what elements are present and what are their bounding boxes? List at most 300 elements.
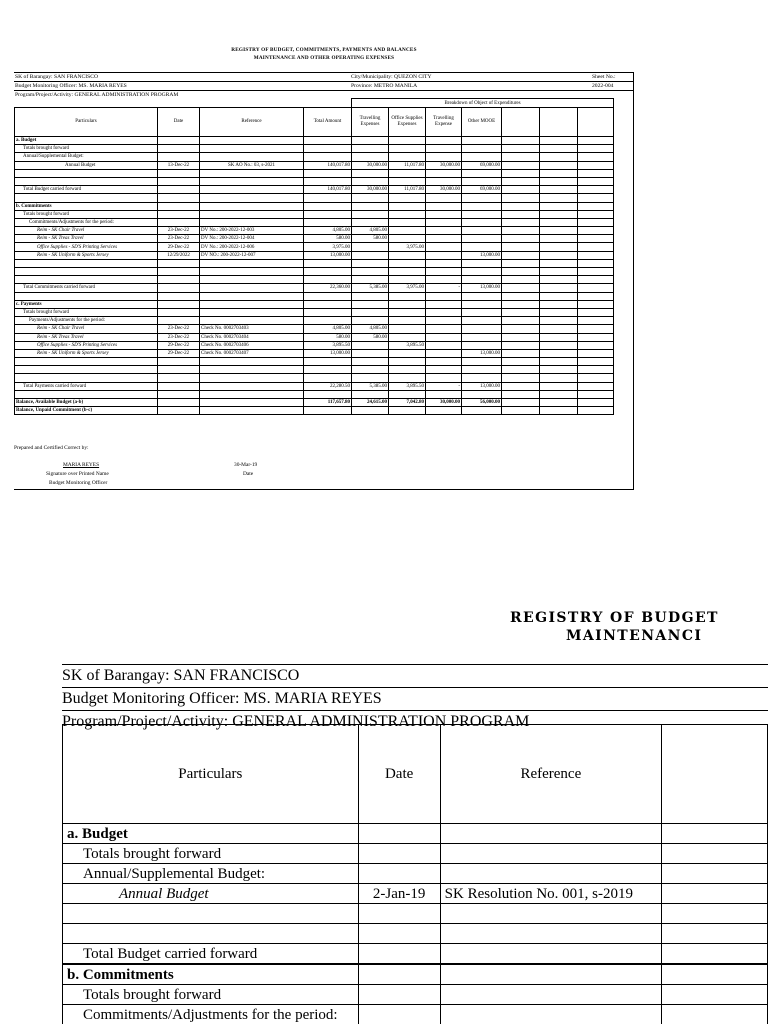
zoom-brought-forward: Totals brought forward	[63, 844, 359, 864]
empty-cell	[540, 292, 578, 300]
other-mooe-cell: 56,000.00	[462, 399, 502, 407]
empty-cell	[540, 259, 578, 267]
reference-cell: DV No.: 200-2022-12-003	[200, 227, 304, 235]
ledger-row	[15, 374, 614, 382]
empty-cell	[389, 374, 426, 382]
ledger-cell	[352, 349, 389, 357]
sk-barangay: SK of Barangay: SAN FRANCISCO	[15, 73, 98, 80]
empty-cell	[540, 202, 578, 210]
ledger-cell: 13,000.00	[462, 349, 502, 357]
empty-cell	[578, 194, 614, 202]
empty-cell	[502, 194, 540, 202]
empty-cell	[158, 407, 200, 415]
col-total-amount: Total Amount	[304, 108, 352, 137]
empty-cell	[15, 390, 158, 398]
empty-cell	[389, 407, 426, 415]
empty-cell	[578, 227, 614, 235]
empty-cell	[462, 407, 502, 415]
travelling-cell: 5,385.00	[352, 382, 389, 390]
reference-cell: Check No. 0002703407	[200, 349, 304, 357]
empty-cell	[304, 145, 352, 153]
ledger-row	[15, 235, 614, 243]
empty-cell	[462, 374, 502, 382]
empty-cell	[540, 177, 578, 185]
empty-cell	[540, 325, 578, 333]
empty-cell	[200, 177, 304, 185]
col-travelling-expense: Travelling Expense	[426, 108, 462, 137]
empty-cell	[578, 333, 614, 341]
empty-cell	[352, 300, 389, 308]
ledger-cell	[462, 325, 502, 333]
empty-cell	[304, 177, 352, 185]
annual-budget-label: Annual Budget	[15, 161, 158, 169]
travelling-cell: 30,000.00	[426, 161, 462, 169]
empty-cell	[462, 218, 502, 226]
total-amount-cell: 117,657.80	[304, 399, 352, 407]
empty-cell	[200, 390, 304, 398]
empty-cell	[578, 349, 614, 357]
travelling-cell: 30,000.00	[352, 161, 389, 169]
ledger-row	[15, 349, 614, 357]
zoom-budget-officer: Budget Monitoring Officer: MS. MARIA REYES	[62, 687, 768, 710]
office-supplies-cell: 11,017.80	[389, 161, 426, 169]
empty-cell	[502, 169, 540, 177]
ledger-cell	[426, 349, 462, 357]
ledger-cell: Totals brought forward	[15, 145, 158, 153]
total-amount-cell: 13,000.00	[304, 251, 352, 259]
empty-cell	[200, 153, 304, 161]
empty-cell	[540, 161, 578, 169]
empty-cell	[578, 251, 614, 259]
date-cell: 23-Dec-22	[158, 227, 200, 235]
empty-cell	[352, 259, 389, 267]
empty-cell	[502, 210, 540, 218]
empty-cell	[578, 218, 614, 226]
empty-cell	[578, 177, 614, 185]
empty-cell	[15, 374, 158, 382]
empty-cell	[389, 317, 426, 325]
empty-cell	[389, 390, 426, 398]
ledger-cell: 3,975.00	[389, 243, 426, 251]
office-supplies-cell: 7,042.80	[389, 399, 426, 407]
ledger-cell	[389, 251, 426, 259]
ledger-cell	[426, 243, 462, 251]
budget-officer: Budget Monitoring Officer: MS. MARIA REYES	[15, 82, 127, 89]
subtotal-row	[15, 284, 614, 292]
ledger-cell	[426, 333, 462, 341]
empty-cell	[389, 137, 426, 145]
date-cell: 23-Dec-22	[158, 235, 200, 243]
empty-cell	[352, 153, 389, 161]
empty-cell	[200, 399, 304, 407]
empty-cell	[426, 210, 462, 218]
ledger-cell: Annual/Supplemental Budget:	[15, 153, 158, 161]
empty-cell	[502, 202, 540, 210]
commitments-carried-label: Total Commitments carried forward	[15, 284, 158, 292]
particulars-cell: Office Supplies - SD'S Printing Services	[15, 243, 158, 251]
empty-cell	[540, 235, 578, 243]
empty-cell	[540, 317, 578, 325]
empty-cell	[502, 390, 540, 398]
empty-cell	[352, 145, 389, 153]
zoom-annual-budget: Annual Budget	[63, 884, 359, 904]
ledger-cell	[462, 227, 502, 235]
ledger-cell	[352, 243, 389, 251]
empty-cell	[426, 202, 462, 210]
empty-cell	[15, 276, 158, 284]
other-mooe-cell: 13,000.00	[462, 382, 502, 390]
budget-carried-label: Total Budget carried forward	[15, 186, 158, 194]
empty-cell	[540, 194, 578, 202]
payments-carried-label: Total Payments carried forward	[15, 382, 158, 390]
zoom-annual-supplemental: Annual/Supplemental Budget:	[63, 864, 359, 884]
empty-cell	[540, 300, 578, 308]
ledger-row	[15, 268, 614, 276]
col-reference: Reference	[200, 108, 304, 137]
empty-cell	[304, 169, 352, 177]
breakdown-header: Breakdown of Object of Expenditures	[352, 99, 614, 108]
empty-cell	[158, 194, 200, 202]
empty-cell	[304, 218, 352, 226]
empty-cell	[304, 153, 352, 161]
balance-unpaid-label: Balance, Unpaid Commitment (b-c)	[15, 407, 158, 415]
empty-cell	[158, 259, 200, 267]
reference-cell: SK AO No.: 03, s-2021	[200, 161, 304, 169]
zoom-col-particulars: Particulars	[63, 725, 359, 824]
empty-cell	[352, 366, 389, 374]
empty-cell	[200, 137, 304, 145]
reference-cell: Check No. 0002703406	[200, 341, 304, 349]
empty-cell	[200, 259, 304, 267]
empty-cell	[200, 169, 304, 177]
empty-cell	[502, 145, 540, 153]
empty-cell	[540, 145, 578, 153]
empty-cell	[352, 177, 389, 185]
empty-cell	[578, 358, 614, 366]
empty-cell	[15, 268, 158, 276]
ledger-cell	[426, 251, 462, 259]
zoom-col-reference: Reference	[440, 725, 661, 824]
balance-row	[15, 399, 614, 407]
empty-cell	[15, 358, 158, 366]
empty-cell	[462, 202, 502, 210]
empty-cell	[462, 194, 502, 202]
empty-cell	[426, 374, 462, 382]
empty-cell	[540, 358, 578, 366]
empty-cell	[426, 145, 462, 153]
empty-cell	[352, 407, 389, 415]
empty-cell	[200, 186, 304, 194]
empty-cell	[540, 276, 578, 284]
office-supplies-cell: 3,895.50	[389, 382, 426, 390]
zoom-header-info	[62, 664, 768, 733]
empty-cell	[462, 317, 502, 325]
date-cell: 29-Dec-22	[158, 349, 200, 357]
empty-cell	[578, 382, 614, 390]
empty-cell	[304, 300, 352, 308]
ledger-row	[15, 161, 614, 169]
empty-cell	[540, 169, 578, 177]
date-cell: 29-Dec-22	[158, 341, 200, 349]
empty-cell	[426, 194, 462, 202]
ledger-row	[15, 325, 614, 333]
empty-cell	[352, 317, 389, 325]
empty-cell	[200, 276, 304, 284]
empty-cell	[389, 145, 426, 153]
empty-cell	[578, 390, 614, 398]
empty-cell	[158, 137, 200, 145]
empty-cell	[304, 407, 352, 415]
ledger-row	[15, 358, 614, 366]
empty-cell	[426, 153, 462, 161]
empty-cell	[578, 341, 614, 349]
reference-cell: DV No.: 200-2022-12-006	[200, 243, 304, 251]
empty-cell	[426, 390, 462, 398]
empty-cell	[304, 194, 352, 202]
col-empty	[578, 108, 614, 137]
empty-cell	[158, 317, 200, 325]
empty-cell	[158, 268, 200, 276]
zoom-commitments-label: b. Commitments	[63, 964, 359, 985]
total-amount-cell: 13,000.00	[304, 349, 352, 357]
ledger-cell	[462, 243, 502, 251]
ledger-row	[15, 218, 614, 226]
empty-cell	[540, 407, 578, 415]
empty-cell	[15, 194, 158, 202]
ledger-row	[15, 390, 614, 398]
empty-cell	[158, 145, 200, 153]
ledger-cell: 13,000.00	[462, 251, 502, 259]
particulars-cell: Reim - SK Uniform & Sports Jersey	[15, 251, 158, 259]
ledger-cell	[426, 341, 462, 349]
empty-cell	[389, 308, 426, 316]
empty-cell	[540, 366, 578, 374]
sheet-no: 2022-004	[592, 82, 614, 89]
col-travelling-expenses: Travelling Expenses	[352, 108, 389, 137]
total-amount-cell: 4,805.00	[304, 325, 352, 333]
ledger-row	[15, 251, 614, 259]
sheet-header-info	[14, 72, 633, 99]
section-row	[15, 137, 614, 145]
program-activity: Program/Project/Activity: GENERAL ADMINISTRATION PROGRAM	[15, 91, 179, 98]
empty-cell	[540, 382, 578, 390]
col-date: Date	[158, 108, 200, 137]
ledger-row	[15, 341, 614, 349]
empty-cell	[200, 300, 304, 308]
total-amount-cell: 140,017.80	[304, 186, 352, 194]
empty-cell	[158, 374, 200, 382]
empty-cell	[200, 284, 304, 292]
ledger-cell	[389, 227, 426, 235]
empty-cell	[578, 202, 614, 210]
empty-cell	[200, 308, 304, 316]
empty-cell	[200, 218, 304, 226]
empty-cell	[389, 218, 426, 226]
reference-cell: DV NO.: 200-2022-12-007	[200, 251, 304, 259]
empty-cell	[158, 202, 200, 210]
empty-cell	[540, 210, 578, 218]
city-municipality: City/Municipality: QUEZON CITY	[351, 73, 432, 80]
empty-cell	[304, 202, 352, 210]
empty-cell	[578, 235, 614, 243]
empty-cell	[426, 268, 462, 276]
date-cell: 12/29/2022	[158, 251, 200, 259]
empty-cell	[502, 268, 540, 276]
ledger-body	[15, 137, 614, 415]
empty-cell	[426, 218, 462, 226]
ledger-cell	[462, 235, 502, 243]
empty-cell	[304, 390, 352, 398]
subtotal-row	[15, 382, 614, 390]
total-amount-cell: 580.00	[304, 235, 352, 243]
empty-cell	[158, 292, 200, 300]
empty-cell	[389, 358, 426, 366]
empty-cell	[462, 276, 502, 284]
empty-cell	[304, 292, 352, 300]
empty-cell	[158, 390, 200, 398]
empty-cell	[462, 358, 502, 366]
empty-cell	[158, 169, 200, 177]
reference-cell: DV No.: 200-2022-12-004	[200, 235, 304, 243]
ledger-cell	[389, 349, 426, 357]
empty-cell	[462, 308, 502, 316]
empty-cell	[462, 145, 502, 153]
empty-cell	[502, 243, 540, 251]
ledger-cell	[389, 325, 426, 333]
empty-cell	[352, 218, 389, 226]
travelling-cell: 30,000.00	[352, 186, 389, 194]
prepared-by-label: Prepared and Certified Correct by:	[14, 445, 89, 451]
empty-cell	[389, 177, 426, 185]
empty-cell	[502, 259, 540, 267]
ledger-cell: 3,895.50	[389, 341, 426, 349]
empty-cell	[352, 308, 389, 316]
empty-cell	[502, 177, 540, 185]
empty-cell	[578, 186, 614, 194]
empty-cell	[158, 399, 200, 407]
empty-cell	[502, 308, 540, 316]
empty-cell	[578, 259, 614, 267]
empty-cell	[426, 300, 462, 308]
col-office-supplies: Office Supplies Expenses	[389, 108, 426, 137]
particulars-cell: Reim - SK Treas Travel	[15, 235, 158, 243]
empty-cell	[462, 210, 502, 218]
empty-cell	[540, 251, 578, 259]
empty-cell	[158, 177, 200, 185]
empty-cell	[502, 399, 540, 407]
travelling-cell: -	[426, 284, 462, 292]
col-empty	[540, 108, 578, 137]
section-budget-label: a. Budget	[15, 137, 158, 145]
date-cell: 23-Dec-22	[158, 333, 200, 341]
empty-cell	[578, 153, 614, 161]
empty-cell	[158, 276, 200, 284]
travelling-cell: 5,385.00	[352, 284, 389, 292]
empty-cell	[502, 300, 540, 308]
province: Province: METRO MANILA	[351, 82, 418, 89]
empty-cell	[158, 186, 200, 194]
ledger-cell	[352, 251, 389, 259]
empty-cell	[304, 317, 352, 325]
empty-cell	[502, 251, 540, 259]
empty-cell	[578, 210, 614, 218]
empty-cell	[502, 284, 540, 292]
empty-cell	[502, 161, 540, 169]
empty-cell	[304, 358, 352, 366]
empty-cell	[158, 382, 200, 390]
particulars-cell: Reim - SK Chair Travel	[15, 227, 158, 235]
empty-cell	[540, 284, 578, 292]
zoom-ledger-table	[62, 724, 768, 1024]
empty-cell	[158, 153, 200, 161]
reference-cell: Check No. 0002703404	[200, 333, 304, 341]
empty-cell	[158, 358, 200, 366]
ledger-cell: Payments/Adjustments for the period:	[15, 317, 158, 325]
ledger-cell	[389, 333, 426, 341]
travelling-cell: 30,000.00	[426, 186, 462, 194]
sheet-title: REGISTRY OF BUDGET, COMMITMENTS, PAYMENTS AND BALANCES	[231, 47, 417, 53]
empty-cell	[502, 137, 540, 145]
empty-cell	[578, 292, 614, 300]
empty-cell	[389, 366, 426, 374]
reference-cell: Check No. 0002703403	[200, 325, 304, 333]
empty-cell	[389, 202, 426, 210]
empty-cell	[352, 194, 389, 202]
empty-cell	[578, 161, 614, 169]
empty-cell	[540, 399, 578, 407]
other-mooe-cell: 13,000.00	[462, 284, 502, 292]
empty-cell	[502, 374, 540, 382]
registry-sheet-page-2-zoomed	[0, 560, 768, 1024]
ledger-cell	[426, 235, 462, 243]
empty-cell	[426, 169, 462, 177]
empty-cell	[200, 317, 304, 325]
empty-cell	[426, 259, 462, 267]
empty-cell	[304, 210, 352, 218]
empty-cell	[304, 374, 352, 382]
empty-cell	[502, 358, 540, 366]
empty-cell	[540, 268, 578, 276]
zoom-commitments-brought: Totals brought forward	[63, 985, 359, 1005]
ledger-row	[15, 169, 614, 177]
empty-cell	[389, 194, 426, 202]
empty-cell	[502, 366, 540, 374]
total-amount-cell: 4,805.00	[304, 227, 352, 235]
date-cell: 29-Dec-22	[158, 243, 200, 251]
ledger-row	[15, 243, 614, 251]
section-payments-label: c. Payments	[15, 300, 158, 308]
empty-cell	[462, 169, 502, 177]
empty-cell	[578, 308, 614, 316]
empty-cell	[15, 366, 158, 374]
empty-cell	[389, 153, 426, 161]
balance-row	[15, 407, 614, 415]
empty-cell	[15, 177, 158, 185]
empty-cell	[158, 366, 200, 374]
empty-cell	[502, 292, 540, 300]
empty-cell	[200, 374, 304, 382]
empty-cell	[15, 259, 158, 267]
empty-cell	[540, 227, 578, 235]
empty-cell	[389, 210, 426, 218]
empty-cell	[578, 137, 614, 145]
sheet-no-label: Sheet No.:	[592, 73, 616, 80]
ledger-row	[15, 317, 614, 325]
date-cell: 23-Dec-22	[158, 325, 200, 333]
empty-cell	[540, 341, 578, 349]
empty-cell	[540, 153, 578, 161]
empty-cell	[426, 407, 462, 415]
